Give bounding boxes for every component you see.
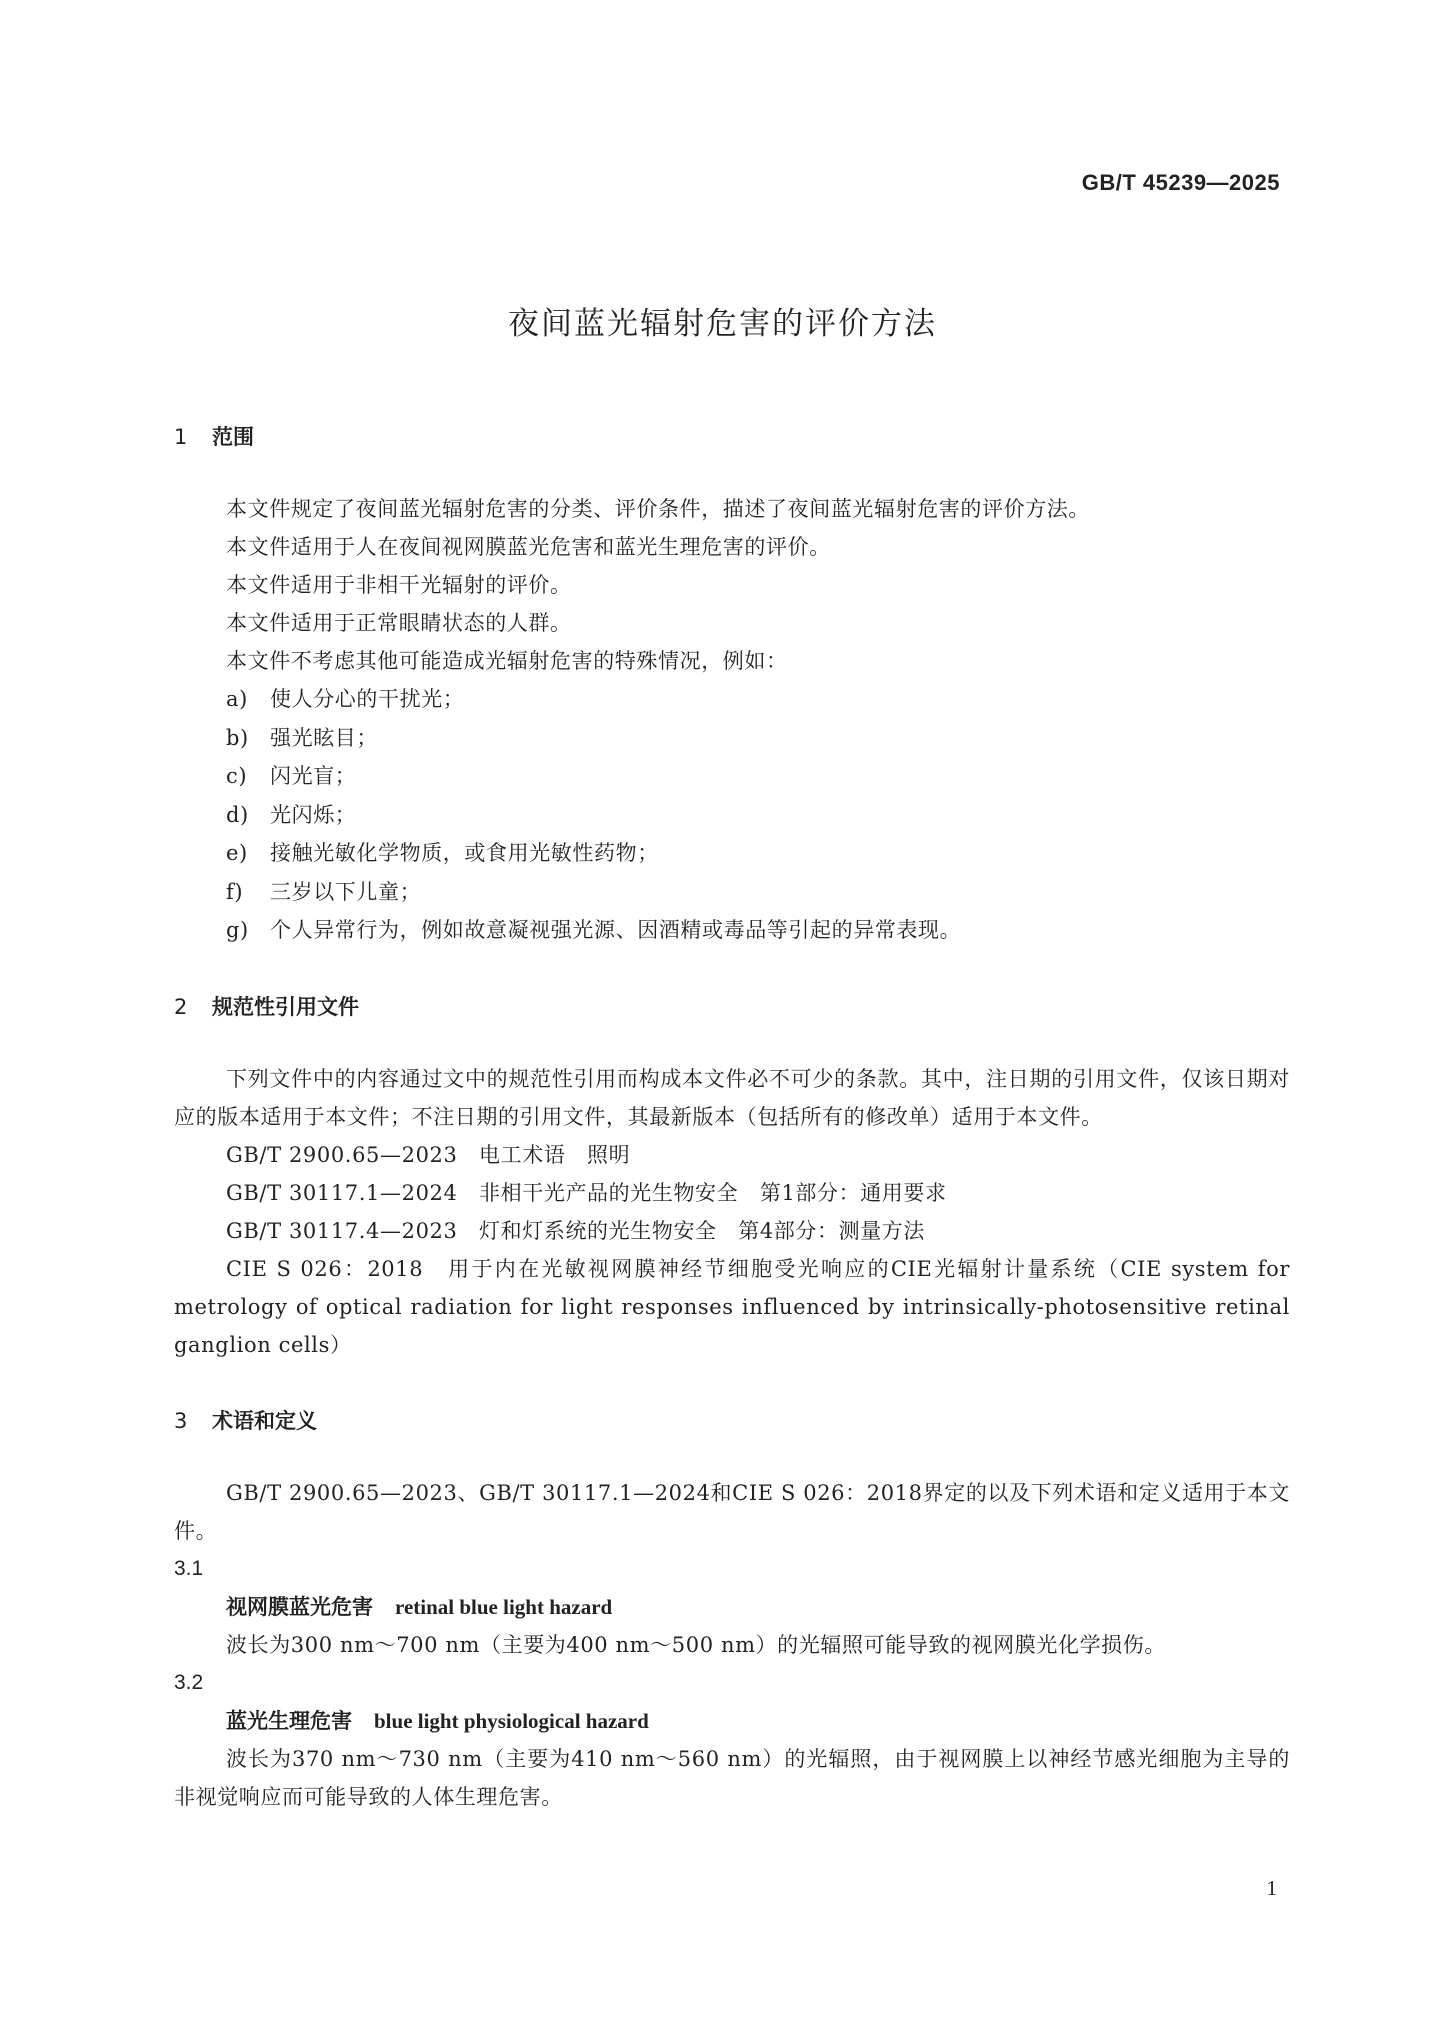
section-title: 规范性引用文件	[212, 994, 359, 1019]
scope-paragraph: 本文件不考虑其他可能造成光辐射危害的特殊情况，例如：	[226, 649, 788, 673]
list-item	[174, 911, 1290, 950]
list-item	[174, 873, 1290, 912]
list-item	[174, 796, 1290, 835]
section-2-heading	[174, 990, 1290, 1024]
list-item-text: 三岁以下儿童；	[270, 879, 422, 904]
section-title: 范围	[212, 425, 254, 449]
standard-code: GB/T 45239—2025	[1081, 170, 1280, 195]
list-item	[174, 757, 1290, 796]
term-number: 3.2	[174, 1670, 204, 1694]
list-marker: e)	[226, 841, 248, 865]
list-marker: g)	[226, 918, 249, 942]
scope-paragraph: 本文件适用于人在夜间视网膜蓝光危害和蓝光生理危害的评价。	[226, 535, 831, 559]
list-marker: b)	[226, 725, 249, 750]
scope-paragraph: 本文件规定了夜间蓝光辐射危害的分类、评价条件，描述了夜间蓝光辐射危害的评价方法。	[226, 497, 1090, 521]
document-title: 夜间蓝光辐射危害的评价方法	[508, 306, 937, 342]
scope-paragraph: 本文件适用于非相干光辐射的评价。	[226, 573, 572, 597]
term-english: retinal blue light hazard	[395, 1594, 613, 1619]
scope-paragraph: 本文件适用于正常眼睛状态的人群。	[226, 611, 572, 635]
list-item	[174, 834, 1290, 873]
list-marker: d)	[226, 802, 249, 827]
references-intro: 下列文件中的内容通过文中的规范性引用而构成本文件必不可少的条款。其中，注日期的引用文件，仅该日期对应的版本适用于本文件；不注日期的引用文件，其最新版本（包括所有的修改单）适用于本文件。	[174, 1066, 1290, 1129]
term-chinese: 视网膜蓝光危害	[226, 1594, 373, 1619]
page-number: 1	[1266, 1876, 1277, 1900]
terms-intro: GB/T 2900.65—2023、GB/T 30117.1—2024和CIE S 026：2018界定的以及下列术语和定义适用于本文件。	[174, 1480, 1290, 1543]
term-heading	[174, 1588, 1290, 1626]
reference-item-cie: CIE S 026：2018 用于内在光敏视网膜神经节细胞受光响应的CIE光辐射计量系统（CIE system for metrology of optical radiation for light responses influenced by intrinsically-photosensitive retinal ganglion cells）	[174, 1256, 1290, 1357]
term-chinese: 蓝光生理危害	[226, 1708, 352, 1733]
section-title: 术语和定义	[212, 1408, 317, 1433]
list-item-text: 个人异常行为，例如故意凝视强光源、因酒精或毒品等引起的异常表现。	[270, 918, 962, 942]
term-number: 3.1	[174, 1556, 204, 1580]
list-item	[174, 719, 1290, 758]
list-item-text: 使人分心的干扰光；	[270, 687, 465, 711]
reference-item: GB/T 30117.1—2024 非相干光产品的光生物安全 第1部分：通用要求	[226, 1180, 947, 1205]
reference-item: GB/T 2900.65—2023 电工术语 照明	[226, 1142, 631, 1167]
section-number: 2	[174, 994, 188, 1019]
list-item-text: 强光眩目；	[270, 725, 378, 750]
section-3-heading	[174, 1404, 1290, 1438]
list-marker: c)	[226, 764, 248, 788]
section-number: 1	[174, 425, 188, 449]
list-marker: f)	[226, 879, 244, 904]
section-1-heading	[174, 420, 1290, 454]
term-heading	[174, 1702, 1290, 1740]
list-item-text: 光闪烁；	[270, 802, 357, 827]
term-definition: 波长为370 nm～730 nm（主要为410 nm～560 nm）的光辐照，由于视网膜上以神经节感光细胞为主导的非视觉响应而可能导致的人体生理危害。	[174, 1746, 1290, 1809]
list-item	[174, 680, 1290, 719]
term-definition: 波长为300 nm～700 nm（主要为400 nm～500 nm）的光辐照可能导致的视网膜光化学损伤。	[226, 1632, 1166, 1657]
document-body	[174, 420, 1290, 1816]
term-english: blue light physiological hazard	[374, 1708, 649, 1733]
reference-item: GB/T 30117.4—2023 灯和灯系统的光生物安全 第4部分：测量方法	[226, 1218, 926, 1243]
section-number: 3	[174, 1408, 188, 1433]
list-item-text: 接触光敏化学物质，或食用光敏性药物；	[270, 841, 659, 865]
list-item-text: 闪光盲；	[270, 764, 357, 788]
list-marker: a)	[226, 687, 248, 711]
